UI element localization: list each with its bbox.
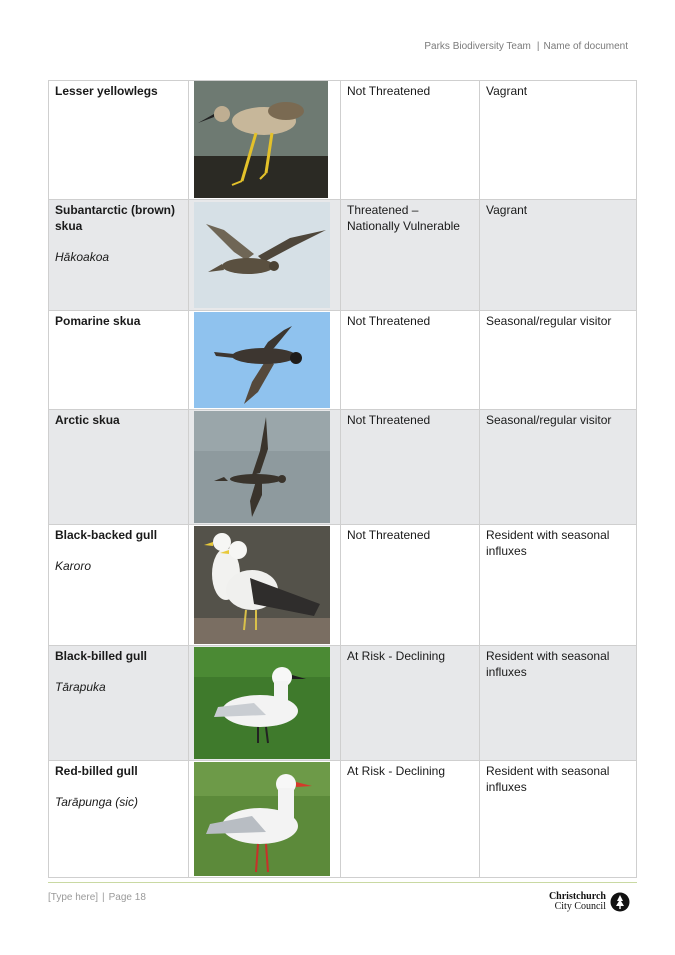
status-cell (341, 646, 480, 761)
occurrence-cell (480, 81, 637, 200)
threat-status: Threatened – Nationally Vulnerable (347, 203, 460, 233)
maori-name: Hākoakoa (55, 250, 110, 264)
photo-cell (189, 200, 341, 311)
status-cell (341, 81, 480, 200)
maori-name: Tārapuka (55, 680, 106, 694)
bird-name-cell (49, 646, 189, 761)
common-name: Black-billed gull (55, 649, 148, 663)
pomarine-skua-photo (194, 312, 330, 408)
footer-divider (48, 882, 637, 883)
black-backed-gull-photo (194, 526, 330, 644)
status-cell (341, 761, 480, 878)
table-row (49, 525, 637, 646)
occurrence-cell (480, 761, 637, 878)
photo-cell (189, 410, 341, 525)
status-cell (341, 200, 480, 311)
common-name: Subantarctic (brown) skua (55, 203, 176, 233)
council-logo-icon (610, 892, 630, 912)
common-name: Black-backed gull (55, 528, 158, 542)
subantarctic-skua-photo (194, 202, 330, 308)
occurrence: Vagrant (486, 84, 528, 98)
bird-name-cell (49, 410, 189, 525)
common-name: Pomarine skua (55, 314, 141, 328)
occurrence-cell (480, 200, 637, 311)
header-doc-name: Name of document (543, 41, 628, 52)
bird-name-cell (49, 81, 189, 200)
threat-status: Not Threatened (347, 528, 431, 542)
page-number: Page 18 (108, 892, 146, 903)
common-name: Arctic skua (55, 413, 120, 427)
council-logo (549, 892, 630, 912)
common-name: Red-billed gull (55, 764, 138, 778)
status-cell (341, 525, 480, 646)
photo-cell (189, 646, 341, 761)
occurrence: Seasonal/regular visitor (486, 413, 612, 427)
page-header (424, 41, 628, 52)
occurrence: Resident with seasonal influxes (486, 764, 610, 794)
threat-status: At Risk - Declining (347, 764, 446, 778)
table-row (49, 81, 637, 200)
occurrence: Resident with seasonal influxes (486, 649, 610, 679)
bird-name-cell (49, 200, 189, 311)
bird-name-cell (49, 311, 189, 410)
occurrence-cell (480, 410, 637, 525)
photo-cell (189, 761, 341, 878)
threat-status: At Risk - Declining (347, 649, 446, 663)
photo-cell (189, 525, 341, 646)
table-row (49, 410, 637, 525)
footer-separator: | (102, 892, 105, 903)
photo-cell (189, 311, 341, 410)
photo-cell (189, 81, 341, 200)
table-row (49, 646, 637, 761)
threat-status: Not Threatened (347, 413, 431, 427)
red-billed-gull-photo (194, 762, 330, 876)
logo-line-2: City Council (554, 901, 606, 912)
bird-name-cell (49, 761, 189, 878)
footer-placeholder[interactable]: [Type here] (48, 892, 99, 903)
logo-line-1: Christchurch (548, 891, 606, 902)
page-footer (48, 892, 146, 903)
table-row (49, 761, 637, 878)
occurrence: Resident with seasonal influxes (486, 528, 610, 558)
common-name: Lesser yellowlegs (55, 84, 158, 98)
maori-name: Karoro (55, 559, 92, 573)
occurrence: Seasonal/regular visitor (486, 314, 612, 328)
bird-name-cell (49, 525, 189, 646)
bird-table (48, 80, 637, 878)
status-cell (341, 311, 480, 410)
lesser-yellowlegs-photo (194, 81, 328, 198)
occurrence-cell (480, 646, 637, 761)
table-row (49, 311, 637, 410)
threat-status: Not Threatened (347, 314, 431, 328)
header-separator: | (536, 41, 540, 52)
table-row (49, 200, 637, 311)
occurrence-cell (480, 311, 637, 410)
header-team: Parks Biodiversity Team (424, 41, 531, 52)
occurrence-cell (480, 525, 637, 646)
occurrence: Vagrant (486, 203, 528, 217)
arctic-skua-photo (194, 411, 330, 523)
threat-status: Not Threatened (347, 84, 431, 98)
maori-name: Tarāpunga (sic) (55, 795, 138, 809)
status-cell (341, 410, 480, 525)
black-billed-gull-photo (194, 647, 330, 759)
